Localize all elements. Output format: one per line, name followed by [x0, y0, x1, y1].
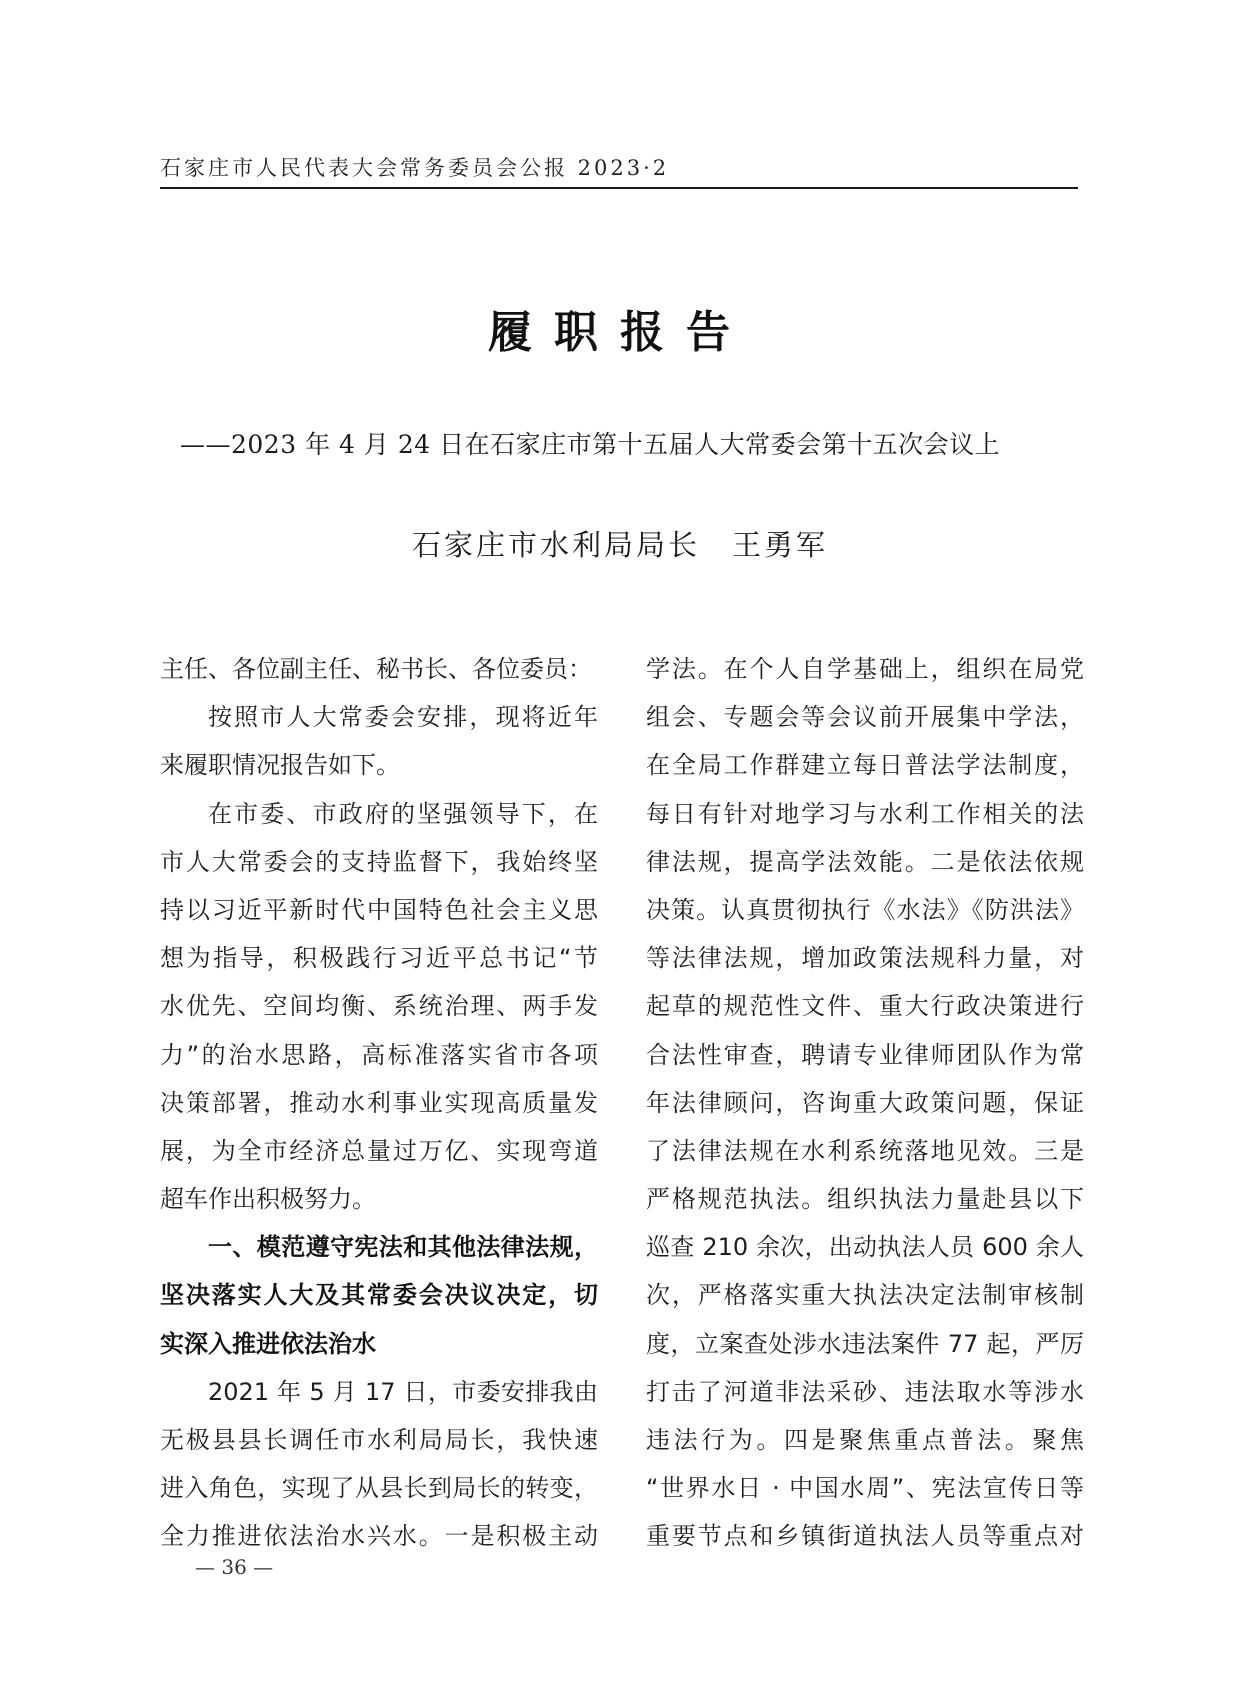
text-line: 想为指导，积极践行习近平总书记“节: [160, 944, 598, 973]
text-line: 重要节点和乡镇街道执法人员等重点对: [646, 1522, 1084, 1551]
text-line: 无极县县长调任市水利局局长，我快速: [160, 1426, 598, 1454]
text-line: 起草的规范性文件、重大行政决策进行: [646, 992, 1084, 1021]
text-line: 在市委、市政府的坚强领导下，在: [208, 799, 598, 828]
text-line: 学法。在个人自学基础上，组织在局党: [646, 655, 1084, 683]
right-column: [646, 645, 1084, 1561]
text-line: 进入角色，实现了从县长到局长的转变，: [160, 1474, 598, 1503]
text-line: 打击了河道非法采砂、违法取水等涉水: [646, 1377, 1084, 1406]
text-line: 力”的治水思路，高标准落实省市各项: [160, 1040, 598, 1069]
author-name: 王勇军: [732, 528, 829, 562]
author-line: [0, 523, 1240, 564]
text-line: 一、模范遵守宪法和其他法律法规，: [208, 1233, 598, 1262]
text-line: 年法律顾问，咨询重大政策问题，保证: [646, 1088, 1084, 1117]
text-line: 违法行为。四是聚焦重点普法。聚焦: [646, 1426, 1084, 1454]
text-line: 巡查 210 余次，出动执法人员 600 余人: [646, 1233, 1084, 1262]
text-line: 水优先、空间均衡、系统治理、两手发: [160, 992, 598, 1021]
text-line: 了法律法规在水利系统落地见效。三是: [646, 1136, 1084, 1165]
header-rule: [160, 187, 1078, 189]
text-line: 2021 年 5 月 17 日，市委安排我由: [208, 1377, 598, 1406]
text-line: 律法规，提高学法效能。二是依法依规: [646, 847, 1084, 876]
text-line: 组会、专题会等会议前开展集中学法，: [646, 703, 1084, 732]
author-title: 石家庄市水利局局长: [411, 528, 700, 562]
text-line: 实深入推进依法治水: [160, 1329, 376, 1358]
running-head: 石家庄市人民代表大会常务委员会公报 2023·2: [160, 156, 670, 180]
left-column: [160, 645, 598, 1561]
text-line: “世界水日 · 中国水周”、宪法宣传日等: [646, 1474, 1084, 1503]
text-line: 来履职情况报告如下。: [160, 751, 400, 780]
text-line: 持以习近平新时代中国特色社会主义思: [160, 895, 598, 924]
text-line: 超车作出积极努力。: [160, 1185, 376, 1214]
text-line: 度，立案查处涉水违法案件 77 起，严厉: [646, 1329, 1084, 1358]
text-line: 等法律法规，增加政策法规科力量，对: [646, 944, 1084, 973]
text-line: 决策部署，推动水利事业实现高质量发: [160, 1088, 598, 1117]
text-line: 在全局工作群建立每日普法学法制度，: [646, 751, 1084, 780]
text-line: 决策。认真贯彻执行《水法》《防洪法》: [646, 895, 1084, 924]
text-line: 按照市人大常委会安排，现将近年: [208, 703, 598, 732]
page-number: — 36 —: [195, 1555, 274, 1579]
text-line: 合法性审查，聘请专业律师团队作为常: [646, 1040, 1084, 1069]
text-line: 全力推进依法治水兴水。一是积极主动: [160, 1522, 598, 1551]
text-line: 次，严格落实重大执法决定法制审核制: [646, 1281, 1084, 1310]
text-line: 每日有针对地学习与水利工作相关的法: [646, 799, 1084, 828]
article-subtitle: ——2023 年 4 月 24 日在石家庄市第十五届人大常委会第十五次会议上: [180, 430, 1001, 459]
text-line: 主任、各位副主任、秘书长、各位委员：: [160, 655, 592, 683]
text-line: 市人大常委会的支持监督下，我始终坚: [160, 847, 598, 876]
text-line: 展，为全市经济总量过万亿、实现弯道: [160, 1136, 598, 1165]
text-line: 坚决落实人大及其常委会决议决定，切: [160, 1281, 598, 1310]
article-title: 履职报告: [488, 307, 752, 358]
text-line: 严格规范执法。组织执法力量赴县以下: [646, 1185, 1084, 1214]
